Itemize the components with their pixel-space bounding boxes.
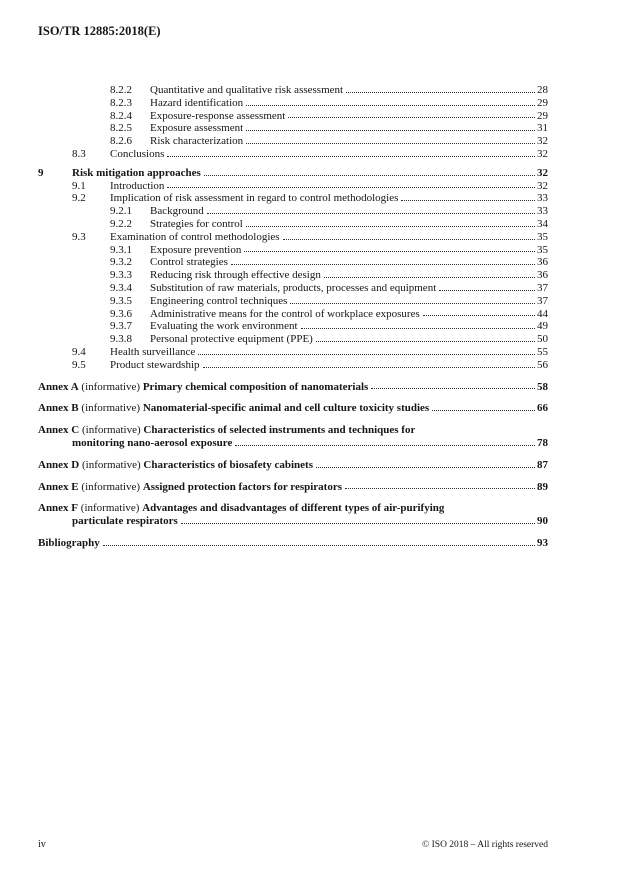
toc-entry	[38, 502, 548, 528]
toc-entry-number: 9.1	[72, 179, 86, 192]
toc-entry-title: Hazard identification	[150, 96, 244, 109]
toc-entry-page: 37	[537, 281, 548, 294]
toc-entry-number: 9.5	[72, 358, 86, 371]
toc-entry-page: 55	[537, 345, 548, 358]
toc-entry-page: 56	[537, 358, 548, 371]
toc-entry-number: 9.3.6	[110, 307, 132, 320]
toc-entry-title: Administrative means for the control of workplace exposures	[150, 307, 420, 320]
toc-entry-number: 9.3.5	[110, 294, 132, 307]
toc-entry-page: 93	[537, 536, 548, 549]
toc-entry-page: 29	[537, 96, 548, 109]
toc-entry-page: 29	[537, 109, 548, 122]
toc-entry-title: Substitution of raw materials, products, processes and equipment	[150, 281, 437, 294]
annex-qualifier: (informative)	[79, 458, 144, 471]
leader-dots	[316, 331, 535, 342]
annex-label: Annex D	[38, 458, 80, 471]
toc-entry-title: Assigned protection factors for respirators	[142, 480, 343, 493]
toc-entry-title-continued: particulate respirators	[72, 515, 178, 528]
copyright-notice: © ISO 2018 – All rights reserved	[422, 840, 548, 850]
annex-label: Annex A	[38, 380, 79, 393]
toc-entry-number: 8.2.4	[110, 109, 132, 122]
toc-entry-title: Exposure prevention	[150, 243, 242, 256]
annex-label: Annex E	[38, 480, 79, 493]
document-header	[38, 24, 548, 39]
toc-entry	[38, 381, 548, 394]
leader-dots	[345, 479, 535, 490]
toc-entry-line	[38, 459, 548, 472]
toc-entry-page: 89	[537, 480, 548, 493]
annex-label: Annex C	[38, 424, 80, 437]
leader-dots	[290, 293, 535, 304]
toc-entry-title: Reducing risk through effective design	[150, 269, 321, 282]
toc-entry-title: Primary chemical composition of nanomaterials	[142, 380, 369, 393]
toc-entry-page: 78	[537, 436, 548, 449]
toc-entry-line-continued	[38, 437, 548, 450]
leader-dots	[316, 457, 535, 468]
annex-qualifier: (informative)	[78, 402, 143, 415]
toc-entry-page: 34	[537, 217, 548, 230]
toc-entry-page: 58	[537, 380, 548, 393]
toc-entry-page: 87	[537, 458, 548, 471]
leader-dots	[244, 242, 535, 253]
annex-qualifier: (informative)	[79, 424, 144, 437]
toc-entry	[38, 537, 548, 550]
toc-entry-page: 49	[537, 320, 548, 333]
toc-entry-number: 8.2.6	[110, 135, 132, 148]
toc-entry-number: 9.3	[72, 230, 86, 243]
toc-entry-title: Background	[150, 205, 204, 218]
toc-entry-title: Conclusions	[110, 147, 165, 160]
toc-entry-number: 9.3.4	[110, 281, 132, 294]
toc-entry-number: 9.3.1	[110, 243, 132, 256]
toc-entry-number: 9	[38, 166, 44, 179]
leader-dots	[181, 513, 535, 524]
toc-entry-number: 9.3.2	[110, 256, 132, 269]
annex-label: Annex B	[38, 402, 79, 415]
leader-dots	[235, 435, 535, 446]
toc-entry-page: 32	[537, 179, 548, 192]
leader-dots	[246, 216, 535, 227]
toc-entry-title: Characteristics of selected instruments and techniques for	[143, 424, 416, 437]
toc-entry-line	[38, 381, 548, 394]
toc-entry-title: Characteristics of biosafety cabinets	[143, 458, 313, 471]
toc-entry-title: Risk characterization	[150, 135, 244, 148]
leader-dots	[288, 108, 535, 119]
annex-label: Annex F	[38, 502, 79, 515]
toc-entry-line	[38, 537, 548, 550]
leader-dots	[401, 190, 535, 201]
leader-dots	[371, 379, 535, 390]
toc-entry-title: Implication of risk assessment in regard to control methodologies	[110, 192, 399, 205]
toc-entry-title: Exposure assessment	[150, 122, 244, 135]
toc-entry	[38, 424, 548, 450]
leader-dots	[283, 229, 535, 240]
toc-entry-page: 66	[537, 402, 548, 415]
toc-entry-number: 8.2.3	[110, 96, 132, 109]
toc-entry-line-continued	[38, 515, 548, 528]
toc-entry-number: 9.3.8	[110, 333, 132, 346]
toc-entry-title-continued: monitoring nano-aerosol exposure	[72, 436, 233, 449]
page-number: iv	[38, 839, 46, 850]
leader-dots	[439, 280, 535, 291]
annex-qualifier: (informative)	[78, 480, 143, 493]
toc-entry-title: Advantages and disadvantages of different types of air-purifying	[142, 502, 445, 515]
toc-entry-number: 9.4	[72, 345, 86, 358]
leader-dots	[301, 318, 535, 329]
toc-entry-page: 28	[537, 84, 548, 96]
toc-entry-title: Examination of control methodologies	[110, 230, 280, 243]
toc-entry	[38, 359, 548, 372]
leader-dots	[432, 400, 535, 411]
toc-entry-line	[38, 402, 548, 415]
toc-entry-number: 8.2.5	[110, 122, 132, 135]
toc-entry-title: Engineering control techniques	[150, 294, 288, 307]
toc-entry-number: 9.2.1	[110, 205, 132, 218]
toc-entry-page: 36	[537, 269, 548, 282]
toc-entry-number: 8.3	[72, 147, 86, 160]
leader-dots	[207, 203, 535, 214]
annex-qualifier: (informative)	[78, 502, 143, 515]
document-footer	[38, 839, 548, 850]
toc-entry-number: 8.2.2	[110, 84, 132, 96]
toc-entry-title: Strategies for control	[150, 217, 243, 230]
document-id: ISO/TR 12885:2018(E)	[38, 24, 161, 38]
toc-entry-title: Health surveillance	[110, 345, 196, 358]
leader-dots	[198, 344, 535, 355]
toc-entry	[38, 459, 548, 472]
leader-dots	[203, 357, 535, 368]
leader-dots	[246, 133, 535, 144]
toc-entry-page: 31	[537, 122, 548, 135]
leader-dots	[324, 267, 535, 278]
toc-entry-title: Control strategies	[150, 256, 228, 269]
toc-entry-title: Quantitative and qualitative risk assessment	[150, 84, 344, 96]
leader-dots	[246, 120, 535, 131]
toc-entry-page: 90	[537, 515, 548, 528]
toc-entry-title: Nanomaterial-specific animal and cell culture toxicity studies	[142, 402, 430, 415]
leader-dots	[423, 306, 535, 317]
toc-entry-page: 33	[537, 205, 548, 218]
toc-entry-title: Personal protective equipment (PPE)	[150, 333, 313, 346]
toc-entry-line	[72, 148, 548, 161]
toc-entry-title: Risk mitigation approaches	[72, 166, 201, 179]
toc-entry-page: 35	[537, 243, 548, 256]
toc-entry	[38, 402, 548, 415]
toc-entry-page: 35	[537, 230, 548, 243]
leader-dots	[346, 82, 535, 93]
toc-entry-title: Exposure-response assessment	[150, 109, 286, 122]
toc-entry-title: Introduction	[110, 179, 165, 192]
toc-entry-title: Product stewardship	[110, 358, 200, 371]
toc-entry-number: 9.2.2	[110, 217, 132, 230]
annex-qualifier: (informative)	[78, 380, 143, 393]
toc-entry-title: Evaluating the work environment	[150, 320, 298, 333]
leader-dots	[167, 146, 535, 157]
toc-entry-page: 32	[537, 147, 548, 160]
toc-entry-title: Bibliography	[38, 536, 100, 549]
toc-entry	[38, 481, 548, 494]
toc-entry-line	[72, 359, 548, 372]
toc-entry-page: 44	[537, 307, 548, 320]
toc-entry	[38, 148, 548, 161]
toc-entry-line	[38, 481, 548, 494]
toc-entry-page: 37	[537, 294, 548, 307]
leader-dots	[167, 178, 535, 189]
leader-dots	[231, 254, 535, 265]
leader-dots	[204, 165, 535, 176]
toc-entry-page: 33	[537, 192, 548, 205]
toc-entry-page: 32	[537, 135, 548, 148]
toc-entry-number: 9.3.7	[110, 320, 132, 333]
toc-entry-page: 32	[537, 166, 548, 179]
toc-entry-number: 9.3.3	[110, 269, 132, 282]
table-of-contents	[38, 84, 548, 550]
leader-dots	[246, 95, 535, 106]
toc-entry-page: 36	[537, 256, 548, 269]
toc-entry-page: 50	[537, 333, 548, 346]
toc-entry-number: 9.2	[72, 192, 86, 205]
leader-dots	[103, 535, 535, 546]
